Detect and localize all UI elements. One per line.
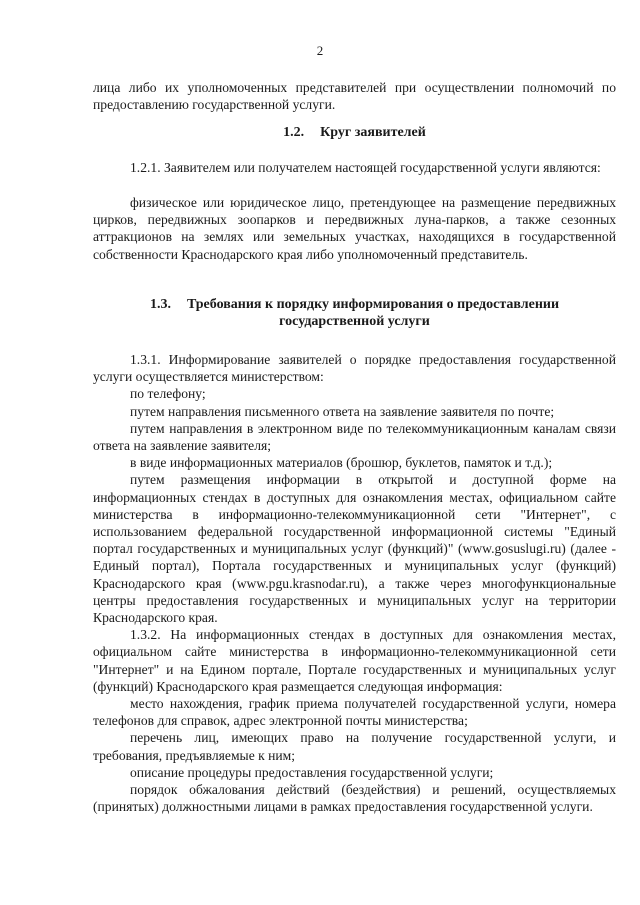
paragraph-1-3-1: 1.3.1. Информирование заявителей о порядке предоставления государственной услуги осуществляется министерством: [93, 352, 616, 385]
section-number: 1.2. [283, 125, 305, 140]
list-item: перечень лиц, имеющих право на получение государственной услуги, и требования, предъявляемые к ним; [93, 730, 616, 763]
list-item: путем размещения информации в открытой и доступной форме на информационных стендах в доступных для ознакомления местах, официальном сайте министерства в информационно-телекоммуникационной сети "Интернет", с использованием федеральной государственной информационной системы "Единый портал государственных и муниципальных услуг (функций)" (www.gosuslugi.ru) (далее - Единый портал), Портала государственных и муниципальных услуг (функций) Краснодарского края (www.pgu.krasnodar.ru), а также через многофункциональные центры предоставления государственных и муниципальных услуг на территории Краснодарского края. [93, 472, 616, 626]
section-1-3-body [93, 351, 616, 815]
section-title-line2: государственной услуги [279, 314, 430, 330]
paragraph-1-2-1: 1.2.1. Заявителем или получателем настоящей государственной услуги являются: [130, 160, 601, 175]
section-number: 1.3. [149, 297, 171, 312]
list-item: путем направления в электронном виде по телекоммуникационным каналам связи ответа на заявление заявителя; [93, 420, 616, 454]
section-1-2-heading [93, 124, 616, 141]
paragraph-applicant-definition: физическое или юридическое лицо, претендующее на размещение передвижных цирков, передвижных зоопарков и передвижных луна-парков, а также сезонных аттракционов на землях или земельных участках, находящихся в государственной собственности Краснодарского края либо уполномоченный представитель. [93, 195, 616, 262]
section-title: Круг заявителей [320, 125, 426, 140]
list-item: по телефону; [130, 386, 206, 402]
list-item: порядок обжалования действий (бездействия) и решений, осуществляемых (принятых) должностными лицами в рамках предоставления государственной услуги. [93, 782, 616, 815]
section-title-line1: Требования к порядку информирования о предоставлении [186, 297, 560, 312]
list-item: путем направления письменного ответа на заявление заявителя по почте; [130, 403, 555, 419]
list-item: в виде информационных материалов (брошюр, буклетов, памяток и т.д.); [130, 455, 553, 471]
page-number: 2 [316, 43, 324, 58]
paragraph-1-3-2: 1.3.2. На информационных стендах в доступных для ознакомления местах, официальном сайте министерства в информационно-телекоммуникационной сети "Интернет" и на Едином портале, Портале государственных и муниципальных услуг (функций) Краснодарского края размещается следующая информация: [93, 627, 616, 694]
intro-paragraph: лица либо их уполномоченных представителей при осуществлении полномочий по предоставлению государственной услуги. [93, 80, 616, 113]
list-item: место нахождения, график приема получателей государственной услуги, номера телефонов для справок, адрес электронной почты министерства; [93, 696, 616, 729]
list-item: описание процедуры предоставления государственной услуги; [130, 764, 494, 780]
section-1-3-heading [93, 296, 616, 330]
